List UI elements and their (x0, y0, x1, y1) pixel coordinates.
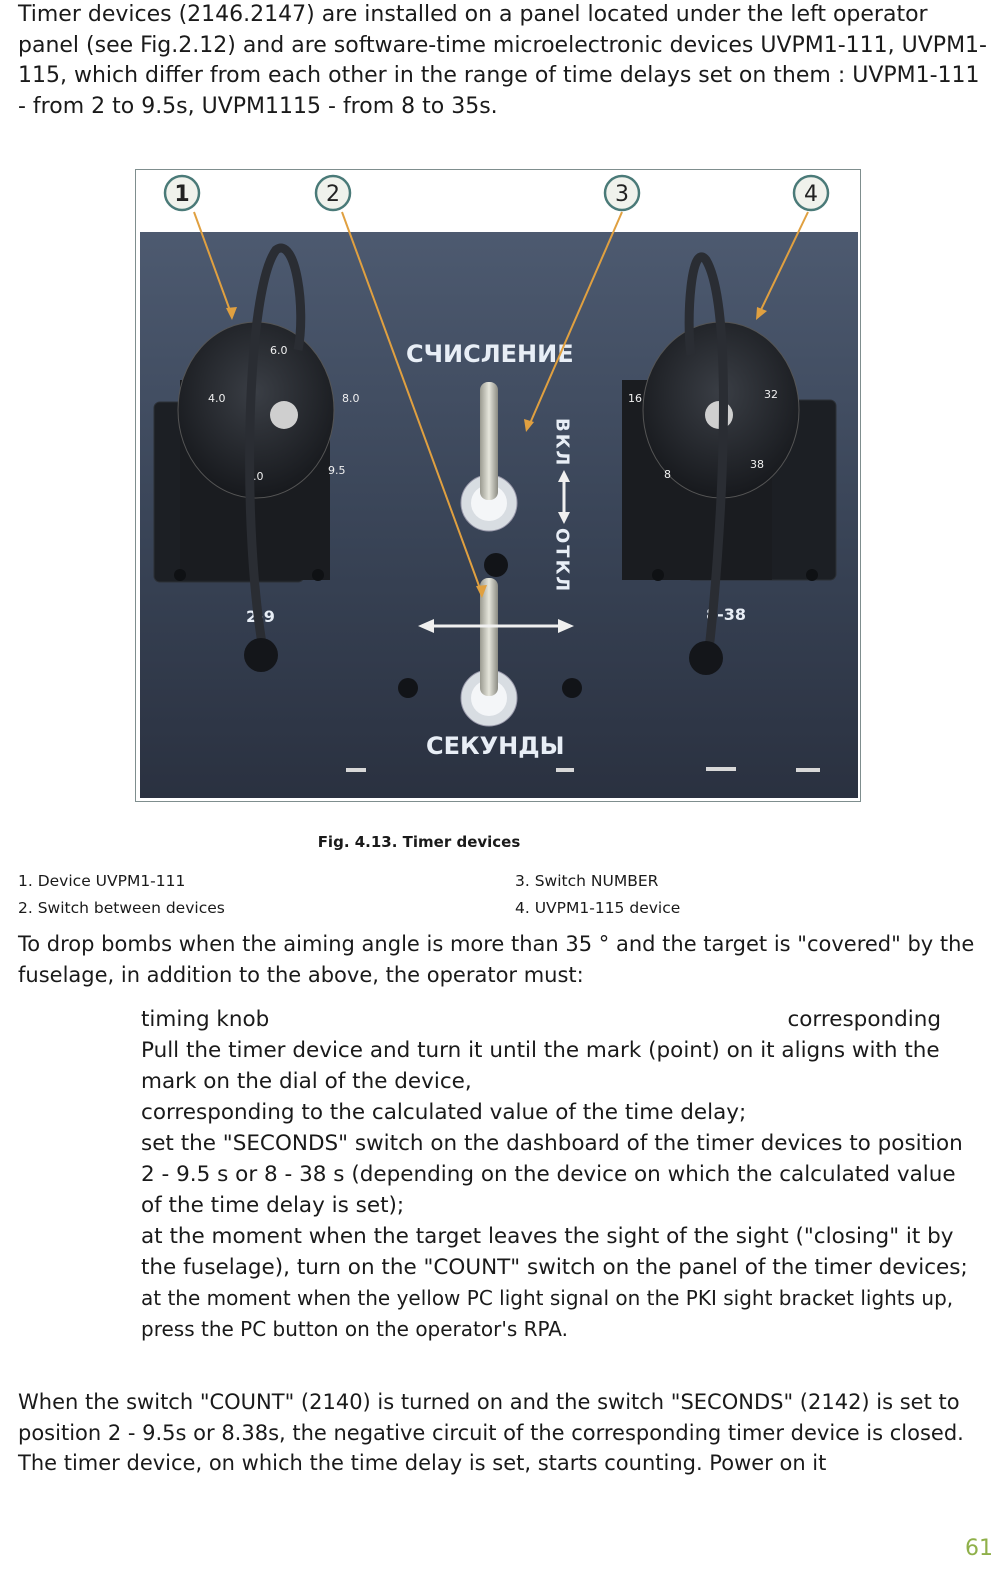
svg-text:32: 32 (764, 388, 778, 401)
svg-text:9.5: 9.5 (328, 464, 346, 477)
legend-item: 4. UVPM1-115 device (515, 899, 681, 917)
figure-caption: Fig. 4.13. Timer devices (317, 833, 521, 851)
paragraph-bomb-drop: To drop bombs when the aiming angle is more than 35 ° and the target is "covered" by the fuselage, in addition to the above, the operator must: (18, 932, 975, 987)
label-seconds: СЕКУНДЫ (426, 732, 565, 760)
paragraph-count-switch: When the switch "COUNT" (2140) is turned on and the switch "SECONDS" (2142) is set to position 2 - 9.5s or 8.38s, the negative circuit of the corresponding timer device is closed. The timer device, on which the time delay is set, starts counting. Power on it (18, 1390, 964, 1475)
label-count: СЧИСЛЕНИЕ (406, 340, 574, 368)
svg-text:2: 2 (326, 182, 340, 207)
step-item: set the "SECONDS" switch on the dashboard of the timer devices to position 2 - 9.5 s or 8 - 38 s (depending on the device on which the calculated value of the time delay is set); (141, 1131, 963, 1218)
svg-text:38: 38 (750, 458, 764, 471)
svg-text:4: 4 (804, 182, 818, 207)
svg-text:3: 3 (615, 182, 629, 207)
svg-text:4.0: 4.0 (208, 392, 226, 405)
callout-1 (165, 176, 199, 210)
svg-text:8-38: 8-38 (706, 605, 747, 624)
legend-right (515, 868, 680, 922)
step-item: at the moment when the target leaves the sight of the sight ("closing" it by the fuselage), turn on the "COUNT" switch on the panel of the timer devices; (141, 1224, 968, 1280)
step-item: Pull the timer device and turn it until the mark (point) on it aligns with the mark on the dial of the device, (141, 1038, 940, 1094)
callout-3 (605, 176, 639, 210)
svg-text:8: 8 (664, 468, 671, 481)
svg-text:16: 16 (628, 392, 642, 405)
operator-steps (141, 1004, 971, 1344)
callout-4 (794, 176, 828, 210)
legend-item: 3. Switch NUMBER (515, 872, 659, 890)
svg-text:6.0: 6.0 (270, 344, 288, 357)
legend-left (18, 868, 225, 922)
svg-text:ВКЛ: ВКЛ (551, 418, 573, 468)
svg-text:2-9: 2-9 (246, 607, 275, 626)
page-number: 61 (965, 1536, 993, 1561)
timer-panel-illustration (136, 170, 860, 801)
svg-text:2.0: 2.0 (246, 470, 264, 483)
step-item: timing knob corresponding (141, 1007, 941, 1032)
intro-paragraph: Timer devices (2146.2147) are installed on a panel located under the left operator panel (see Fig.2.12) and are software-time microelectronic devices UVPM1-111, UVPM1-115, which differ from each other in the range of time delays set on them : UVPM1-111 - from 2 to 9.5s, UVPM1115 - from 8 to 35s. (18, 2, 987, 119)
left-dial-knob (270, 401, 298, 429)
step-item: corresponding to the calculated value of the time delay; (141, 1100, 747, 1125)
svg-text:1: 1 (174, 182, 190, 207)
figure-timer-devices (135, 169, 861, 802)
svg-text:8.0: 8.0 (342, 392, 360, 405)
svg-text:ОТКЛ: ОТКЛ (551, 528, 573, 594)
step-item: at the moment when the yellow PC light signal on the PKI sight bracket lights up, press the PC button on the operator's RPA. (141, 1286, 954, 1341)
callout-2 (316, 176, 350, 210)
legend-item: 2. Switch between devices (18, 899, 225, 917)
legend-item: 1. Device UVPM1-111 (18, 872, 186, 890)
